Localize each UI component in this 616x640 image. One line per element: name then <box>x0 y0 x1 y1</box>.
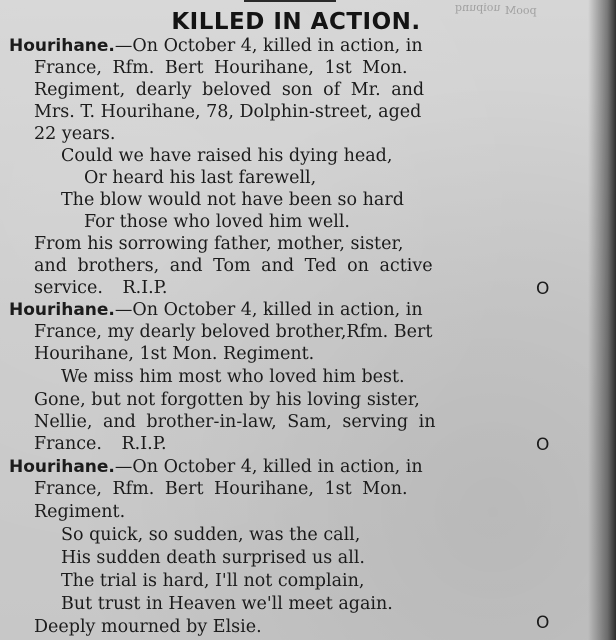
notice-first-line <box>9 299 423 321</box>
notice-surname: Hourihane. <box>9 457 115 477</box>
notice-line: Regiment, dearly beloved son of Mr. and <box>34 80 425 100</box>
notice-end-mark: O <box>536 613 550 633</box>
top-rule <box>244 0 336 2</box>
closing-line: and brothers, and Tom and Ted on active <box>34 256 433 276</box>
notice-end-mark: O <box>536 279 550 299</box>
notice-line: 22 years. <box>34 124 116 144</box>
notice-line: Hourihane, 1st Mon. Regiment. <box>34 344 315 364</box>
section-heading: KILLED IN ACTION. <box>171 9 421 35</box>
notice-first-line <box>9 456 423 478</box>
notice-line: France, Rfm. Bert Hourihane, 1st Mon. <box>34 58 408 78</box>
notice-first-line <box>9 35 423 57</box>
verse-line: The trial is hard, I'll not complain, <box>61 571 365 591</box>
closing-line: From his sorrowing father, mother, sister, <box>34 234 404 254</box>
notice-line: Regiment. <box>34 502 126 522</box>
notice-line: —On October 4, killed in action, in <box>114 36 423 56</box>
closing-line: Nellie, and brother-in-law, Sam, serving in <box>34 412 436 432</box>
notice-end-mark: O <box>536 435 550 455</box>
verse-line: Could we have raised his dying head, <box>61 146 393 166</box>
verse-line: But trust in Heaven we'll meet again. <box>61 594 393 614</box>
verse-line: We miss him most who loved him best. <box>61 367 405 387</box>
verse-line: Or heard his last farewell, <box>84 168 317 188</box>
notice-line: France, Rfm. Bert Hourihane, 1st Mon. <box>34 479 408 499</box>
verse-line: So quick, so sudden, was the call, <box>61 525 361 545</box>
verse-line: For those who loved him well. <box>84 212 350 232</box>
notice-surname: Hourihane. <box>9 300 115 320</box>
closing-line: service. R.I.P. <box>34 278 168 298</box>
closing-line: France. R.I.P. <box>34 434 167 454</box>
closing-line: Gone, but not forgotten by his loving sister, <box>34 390 420 410</box>
notice-line: —On October 4, killed in action, in <box>114 457 423 477</box>
notice-line: —On October 4, killed in action, in <box>114 300 423 320</box>
bleed-through-text: pooM <box>505 4 537 17</box>
notice-surname: Hourihane. <box>9 36 115 56</box>
notice-line: Mrs. T. Hourihane, 78, Dolphin-street, aged <box>34 102 422 122</box>
verse-line: The blow would not have been so hard <box>61 190 404 210</box>
verse-line: His sudden death surprised us all. <box>61 548 365 568</box>
bleed-through-text: uoipunq <box>455 1 501 14</box>
closing-line: Deeply mourned by Elsie. <box>34 617 262 637</box>
page-edge-shadow <box>588 0 616 640</box>
notice-line: France, my dearly beloved brother,Rfm. Bert <box>34 322 433 342</box>
